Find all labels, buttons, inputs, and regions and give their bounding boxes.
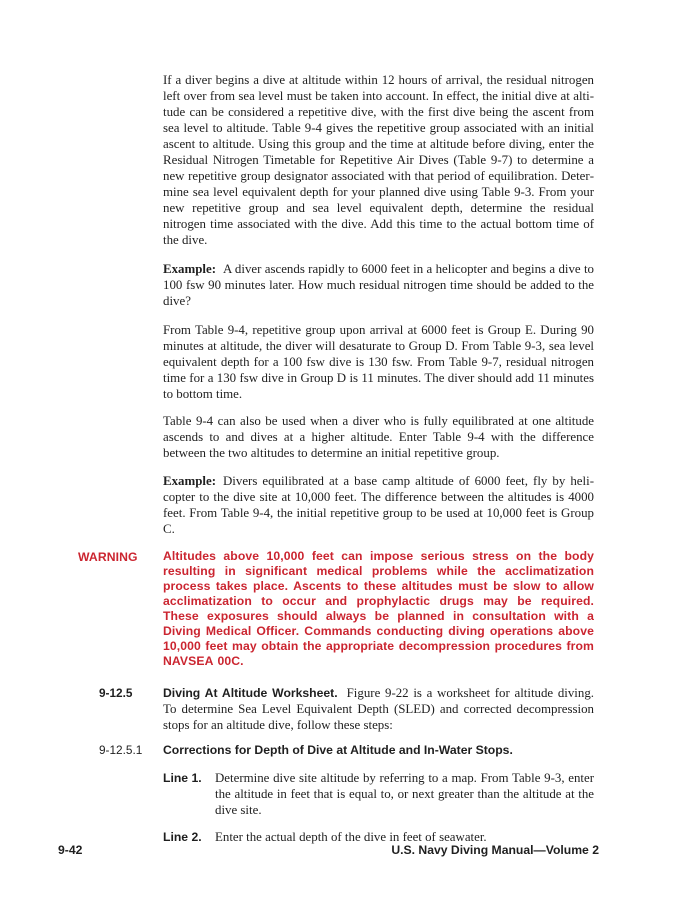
section-9-12-5-title: Diving At Altitude Worksheet.	[163, 686, 338, 700]
warning-label: WARNING	[78, 550, 138, 564]
section-9-12-5-1-title: Corrections for Depth of Dive at Altitude and In-Water Stops.	[163, 743, 513, 757]
paragraph-example-2	[163, 473, 594, 537]
line-1-label: Line 1.	[163, 771, 202, 785]
line-1-row	[163, 770, 594, 818]
line-2-label: Line 2.	[163, 830, 202, 844]
section-9-12-5	[99, 685, 595, 733]
example-1-text: A diver ascends rapidly to 6000 feet in a helicopter and begins a dive to 100 fsw 90 minutes later. How much residual nitrogen time should be added to the dive?	[163, 262, 594, 308]
warning-text: Altitudes above 10,000 feet can impose serious stress on the body resulting in significant medical problems while the acclimatization process takes place. Ascents to these altitudes must be slow to allow acclimatization to occur and prophylactic drugs may be required. These exposures should always be planned in consultation with a Diving Medical Officer. Commands conducting diving operations above 10,000 feet may obtain the appropriate decompression procedures from NAVSEA 00C.	[163, 549, 594, 668]
example-2-label: Example:	[163, 474, 216, 488]
example-2-text: Divers equilibrated at a base camp altitude of 6000 feet, fly by helicopter to the dive site at 10,000 feet. The difference between the altitudes is 4000 feet. From Table 9-4, the initial repetitive group to be used at 10,000 feet is Group C.	[163, 474, 594, 536]
paragraph-intro: If a diver begins a dive at altitude within 12 hours of arrival, the residual nitrogen left over from sea level must be taken into account. In effect, the initial dive at altitude can be considered a repetitive dive, with the first dive being the ascent from sea level to altitude. Table 9-4 gives the repetitive group associated with an initial ascent to altitude. Using this group and the time at altitude before diving, enter the Residual Nitrogen Timetable for Repetitive Air Dives (Table 9-7) to determine a new repetitive group designator associated with that period of equilibration. Determine sea level equivalent depth for your planned dive using Table 9-3. From your new repetitive group and sea level equivalent depth, determine the residual nitrogen time associated with the dive. Add this time to the actual bottom time of the dive.	[163, 73, 594, 247]
paragraph-table-9-4: Table 9-4 can also be used when a diver who is fully equilibrated at one altitude ascends to and dives at a higher altitude. Enter Table 9-4 with the difference between the two altitudes to determine an initial repetitive group.	[163, 414, 594, 460]
section-9-12-5-paragraph	[163, 685, 594, 733]
section-9-12-5-number: 9-12.5	[99, 686, 133, 700]
page-footer	[58, 843, 599, 857]
example-1-label: Example:	[163, 262, 216, 276]
section-9-12-5-1-number: 9-12.5.1	[99, 743, 143, 757]
warning-block	[78, 549, 594, 669]
section-9-12-5-text: Figure 9-22 is a worksheet for altitude diving. To determine Sea Level Equivalent Depth (SLED) and corrected decompression stops for an altitude dive, follow these steps:	[163, 686, 595, 732]
line-2-text: Enter the actual depth of the dive in feet of seawater.	[215, 830, 487, 844]
paragraph-example-1	[163, 261, 594, 309]
line-1-text: Determine dive site altitude by referring to a map. From Table 9-3, enter the altitude in feet that is equal to, or next greater than the altitude at the dive site.	[215, 771, 594, 817]
section-9-12-5-1	[99, 742, 594, 758]
footer-page-number: 9-42	[58, 843, 83, 857]
paragraph-resolution: From Table 9-4, repetitive group upon arrival at 6000 feet is Group E. During 90 minutes at altitude, the diver will desaturate to Group D. From Table 9-3, sea level equivalent depth for a 100 fsw dive is 130 fsw. From Table 9-7, residual nitrogen time for a 130 fsw dive in Group D is 11 minutes. The diver should add 11 minutes to bottom time.	[163, 323, 594, 401]
footer-manual-title: U.S. Navy Diving Manual—Volume 2	[391, 843, 599, 857]
